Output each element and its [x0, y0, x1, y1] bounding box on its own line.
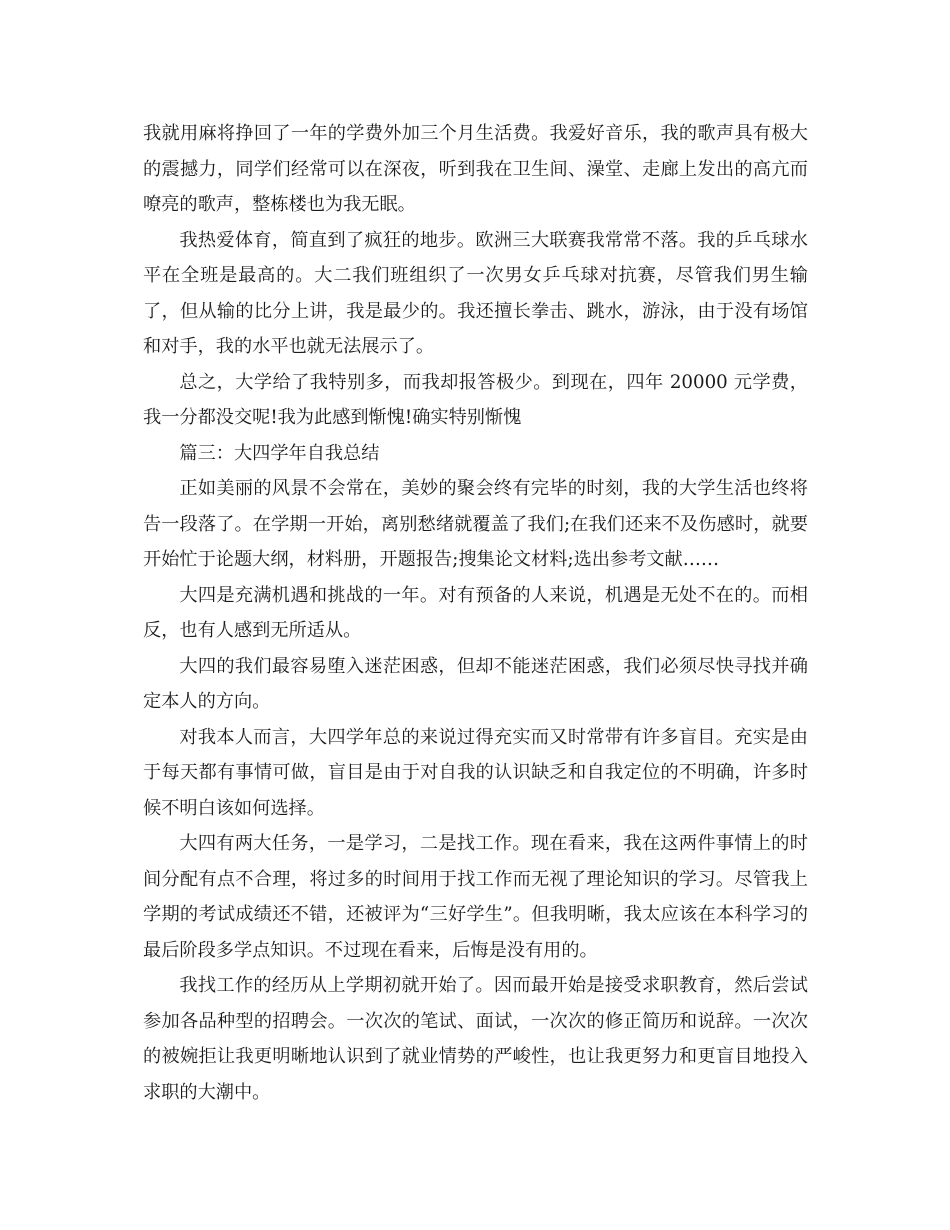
paragraph-1: 我就用麻将挣回了一年的学费外加三个月生活费。我爱好音乐，我的歌声具有极大的震撼力，同学们经常可以在深夜，听到我在卫生间、澡堂、走廊上发出的高亢而嘹亮的歌声，整栋楼也为我无眠。 [143, 123, 808, 215]
paragraph-10: 我找工作的经历从上学期初就开始了。因而最开始是接受求职教育，然后尝试参加各品种型的招聘会。一次次的笔试、面试，一次次的修正简历和说辞。一次次的被婉拒让我更明晰地认识到了就业情势的严峻性，也让我更努力和更盲目地投入求职的大潮中。 [143, 975, 808, 1103]
paragraph-9: 大四有两大任务，一是学习，二是找工作。现在看来，我在这两件事情上的时间分配有点不合理，将过多的时间用于找工作而无视了理论知识的学习。尽管我上学期的考试成绩还不错，还被评为“三好学生”。但我明晰，我太应该在本科学习的最后阶段多学点知识。不过现在看来，后悔是没有用的。 [143, 833, 808, 961]
paragraph-2: 我热爱体育，简直到了疯狂的地步。欧洲三大联赛我常常不落。我的乒乓球水平在全班是最高的。大二我们班组织了一次男女乒乓球对抗赛，尽管我们男生输了，但从输的比分上讲，我是最少的。我还擅长拳击、跳水，游泳，由于没有场馆和对手，我的水平也就无法展示了。 [143, 229, 808, 357]
document-body [143, 116, 808, 1110]
paragraph-6: 大四是充满机遇和挑战的一年。对有预备的人来说，机遇是无处不在的。而相反，也有人感到无所适从。 [143, 584, 808, 641]
paragraph-7: 大四的我们最容易堕入迷茫困惑，但却不能迷茫困惑，我们必须尽快寻找并确定本人的方向。 [143, 655, 808, 712]
paragraph-3: 总之，大学给了我特别多，而我却报答极少。到现在，四年 20000 元学费，我一分都没交呢!我为此感到惭愧!确实特别惭愧 [143, 371, 808, 428]
paragraph-8: 对我本人而言，大四学年总的来说过得充实而又时常带有许多盲目。充实是由于每天都有事情可做，盲目是由于对自我的认识缺乏和自我定位的不明确，许多时候不明白该如何选择。 [143, 726, 808, 819]
section-heading: 篇三：大四学年自我总结 [179, 442, 380, 464]
paragraph-5: 正如美丽的风景不会常在，美妙的聚会终有完毕的时刻，我的大学生活也终将告一段落了。在学期一开始，离别愁绪就覆盖了我们;在我们还来不及伤感时，就要开始忙于论题大纲，材料册，开题报告;搜集论文材料;选出参考文献…… [143, 478, 808, 570]
